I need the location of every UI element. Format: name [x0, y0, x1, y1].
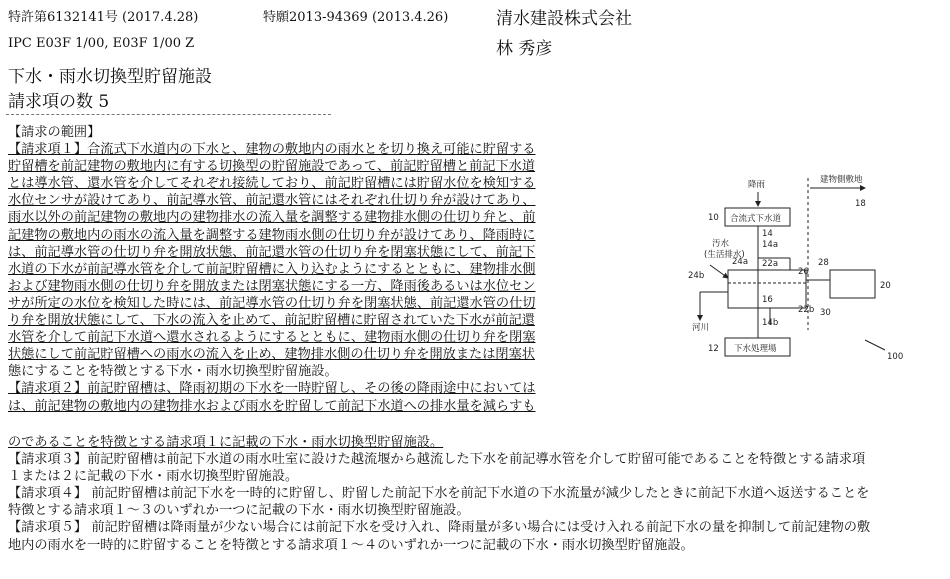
claim1-line: 貯留槽を前記建物の敷地内に有する切換型の貯留施設であって、前記貯留槽と前記下水道 — [8, 159, 536, 175]
claim5-line: 【請求項５】 前記貯留槽は降雨量が少ない場合には前記下水を受け入れ、降雨量が多い場合には受け入れる前記下水の量を抑制して前記建物の敷 — [8, 520, 871, 536]
ipc-classification: IPC E03F 1/00, E03F 1/00 Z — [8, 36, 195, 51]
wastewater-label: 汚水 — [712, 239, 730, 249]
label-24a: 24a — [732, 257, 749, 267]
site-label: 建物側敷地 — [820, 175, 863, 185]
claim1-line: サが所定の水位を検知した時には、前記導水管の仕切り弁を閉塞状態、前記還水管の仕切 — [8, 295, 536, 311]
claim1-line: 水管を介して前記下水道へ還水されるようにするとともに、建物雨水側の仕切り弁を閉塞 — [8, 330, 536, 346]
label-24b: 24b — [688, 271, 705, 281]
separator-line — [6, 114, 331, 115]
claim1-line: および建物雨水側の仕切り弁を開放または閉塞状態にする一方、降雨後あるいは水位セン — [8, 278, 536, 294]
label-22b: 22b — [798, 305, 815, 315]
label-20: 20 — [880, 281, 891, 291]
claim1-line: 状態にして前記貯留槽への雨水の流入を止め、建物排水側の仕切り弁を開放または閉塞状 — [8, 347, 535, 363]
wastewater-sub: (生活排水) — [704, 250, 745, 260]
claim1-line: 水位センサが設けてあり、前記導水管、前記還水管にはそれぞれ仕切り弁が設けてあり、 — [8, 193, 536, 209]
river-label: 河川 — [692, 323, 710, 333]
label-28: 28 — [818, 258, 829, 268]
claims-section — [8, 124, 588, 415]
claim1-line: 態にすることを特徴とする下水・雨水切換型貯留施設。 — [8, 364, 338, 380]
claim2-end-line: のであることを特徴とする請求項１に記載の下水・雨水切換型貯留施設。 — [8, 435, 444, 450]
label-16: 16 — [762, 295, 773, 305]
box12-label: 下水処理場 — [734, 344, 777, 354]
claim1-line: 水道の下水が前記導水管を介して前記貯留槽に入り込むようにするとともに、建物排水側 — [8, 261, 536, 277]
claim1-line: り弁を開放状態にして、下水の流入を止めて、前記貯留槽に貯留されていた下水が前記還 — [8, 313, 535, 329]
claim3-line: 【請求項３】前記貯留槽は前記下水道の雨水吐室に設けた越流堰から越流した下水を前記導水管を介して貯留可能であることを特徴とする請求項 — [8, 452, 866, 468]
label-30: 30 — [820, 308, 831, 318]
claim4-line: 特徴とする請求項１～３のいずれか一つに記載の下水・雨水切換型貯留施設。 — [8, 503, 470, 519]
applicant-name: 清水建設株式会社 — [496, 9, 632, 29]
label-100: 100 — [887, 352, 904, 362]
claims-continued — [8, 434, 943, 554]
invention-title: 下水・雨水切換型貯留施設 — [8, 67, 212, 87]
wastewater-arrow — [710, 265, 728, 278]
claim1-line: 雨水以外の前記建物の敷地内の建物排水の流入量を調整する建物排水側の仕切り弁と、前 — [8, 210, 536, 226]
patent-number: 特許第6132141号 (2017.4.28) — [8, 10, 199, 25]
label-22a: 22a — [762, 259, 779, 269]
site-number: 18 — [855, 199, 866, 209]
claim-count: 請求項の数 5 — [8, 92, 110, 112]
application-number: 特願2013-94369 (2013.4.26) — [263, 10, 449, 25]
claim1-line: とは導水管、還水管を介してそれぞれ接続しており、前記貯留槽には貯留水位を検知する — [8, 176, 536, 192]
claim3-line: １または２に記載の下水・雨水切換型貯留施設。 — [8, 469, 299, 485]
inventor-name: 林 秀彦 — [496, 39, 553, 59]
claim2-line: 【請求項２】前記貯留槽は、降雨初期の下水を一時貯留し、その後の降雨途中においては — [8, 381, 536, 397]
claims-heading: 【請求の範囲】 — [8, 125, 101, 140]
leader-100 — [865, 340, 885, 350]
claim5-line: 地内の雨水を一時的に貯留することを特徴とする請求項１～４のいずれか一つに記載の下水・雨水切換型貯留施設。 — [8, 537, 694, 553]
label-14b: 14b — [762, 318, 779, 328]
building-box — [830, 270, 875, 298]
label-26: 26 — [798, 267, 809, 277]
claim2-line: は、前記建物の敷地内の建物排水および雨水を貯留して前記下水道への排水量を減らすも — [8, 398, 536, 414]
claim1-line: 【請求項１】合流式下水道内の下水と、建物の敷地内の雨水とを切り換え可能に貯留する — [8, 142, 536, 158]
box10-number: 10 — [708, 213, 719, 223]
rain-label: 降雨 — [748, 180, 766, 190]
label-14a: 14a — [762, 240, 779, 250]
box10-label: 合流式下水道 — [730, 214, 782, 224]
claim4-line: 【請求項４】 前記貯留槽は前記下水を一時的に貯留し、貯留した前記下水を前記下水道の下水流量が減少したときに前記下水道へ返送することを — [8, 486, 870, 502]
claim1-line: は、前記導水管の仕切り弁を開放状態、前記還水管の仕切り弁を閉塞状態にして、前記下 — [8, 244, 536, 260]
label-14: 14 — [762, 229, 773, 239]
claim1-line: 記建物の敷地内の雨水の流入量を調整する建物雨水側の仕切り弁が設けてあり、降雨時に — [8, 227, 536, 243]
facility-diagram — [670, 170, 930, 370]
label-12: 12 — [708, 344, 719, 354]
